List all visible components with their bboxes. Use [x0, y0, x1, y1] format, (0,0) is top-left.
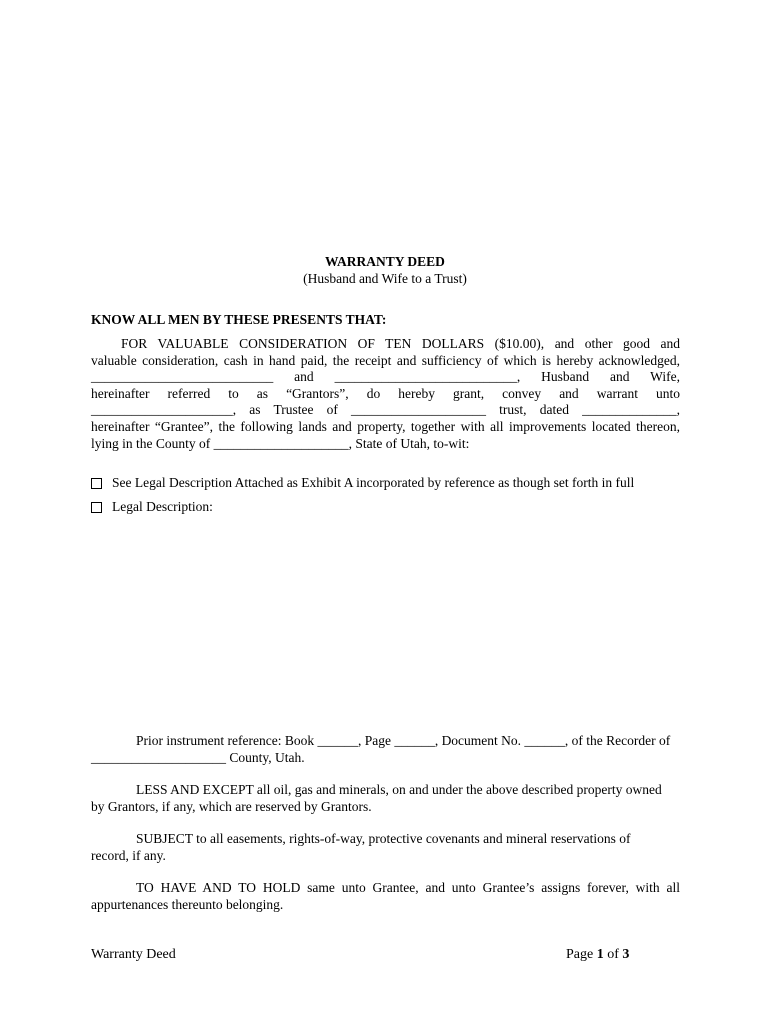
footer-page-number: Page 1 of 3 [566, 947, 630, 962]
document-subtitle: (Husband and Wife to a Trust) [303, 271, 467, 286]
subject-line-2: record, if any. [91, 847, 166, 863]
subject-line-1: SUBJECT to all easements, rights-of-way, protective covenants and mineral reservations of [136, 831, 631, 846]
para1-line-5: _____________________, as Trustee of ____________________ trust, dated ______________, [91, 402, 680, 418]
prior-line-1: Prior instrument reference: Book ______, Page ______, Document No. ______, of the Recorder of [136, 733, 671, 748]
habendum-line-1: TO HAVE AND TO HOLD same unto Grantee, and unto Grantee’s assigns forever, with all [136, 880, 680, 895]
consideration-paragraph [91, 336, 680, 452]
legal-description-label: Legal Description: [112, 499, 213, 514]
prior-instrument-paragraph [91, 733, 680, 766]
para1-line-1: FOR VALUABLE CONSIDERATION OF TEN DOLLARS ($10.00), and other good and [121, 336, 680, 351]
habendum-line-2: appurtenances thereunto belonging. [91, 896, 284, 912]
legal-description-checkbox[interactable] [91, 502, 102, 513]
exhibit-a-label: See Legal Description Attached as Exhibit A incorporated by reference as though set forth in full [112, 475, 635, 490]
para1-line-3: ___________________________ and ___________________________, Husband and Wife, [91, 369, 680, 385]
prior-line-2: ____________________ County, Utah. [91, 749, 305, 765]
para1-line-6: hereinafter “Grantee”, the following lands and property, together with all improvements located thereon, [91, 418, 680, 434]
habendum-paragraph [91, 880, 680, 913]
para1-line-7: lying in the County of ____________________, State of Utah, to-wit: [91, 435, 470, 451]
heading-text: KNOW ALL MEN BY THESE PRESENTS THAT: [91, 312, 387, 327]
subject-paragraph [91, 831, 680, 864]
exhibit-a-option[interactable] [91, 475, 634, 492]
para1-line-2: valuable consideration, cash in hand paid, the receipt and sufficiency of which is hereby acknowledged, [91, 352, 680, 368]
para1-line-4: hereinafter referred to as “Grantors”, do hereby grant, convey and warrant unto [91, 385, 680, 401]
less-except-line-1: LESS AND EXCEPT all oil, gas and minerals, on and under the above described property owned [136, 782, 662, 797]
legal-description-option[interactable] [91, 499, 213, 516]
total-pages: 3 [622, 947, 630, 962]
less-except-line-2: by Grantors, if any, which are reserved by Grantors. [91, 798, 372, 814]
exhibit-a-checkbox[interactable] [91, 478, 102, 489]
footer-document-name: Warranty Deed [91, 947, 176, 962]
less-except-paragraph [91, 782, 680, 815]
intro-heading [91, 312, 680, 329]
current-page: 1 [596, 947, 604, 962]
document-title: WARRANTY DEED [325, 254, 445, 269]
